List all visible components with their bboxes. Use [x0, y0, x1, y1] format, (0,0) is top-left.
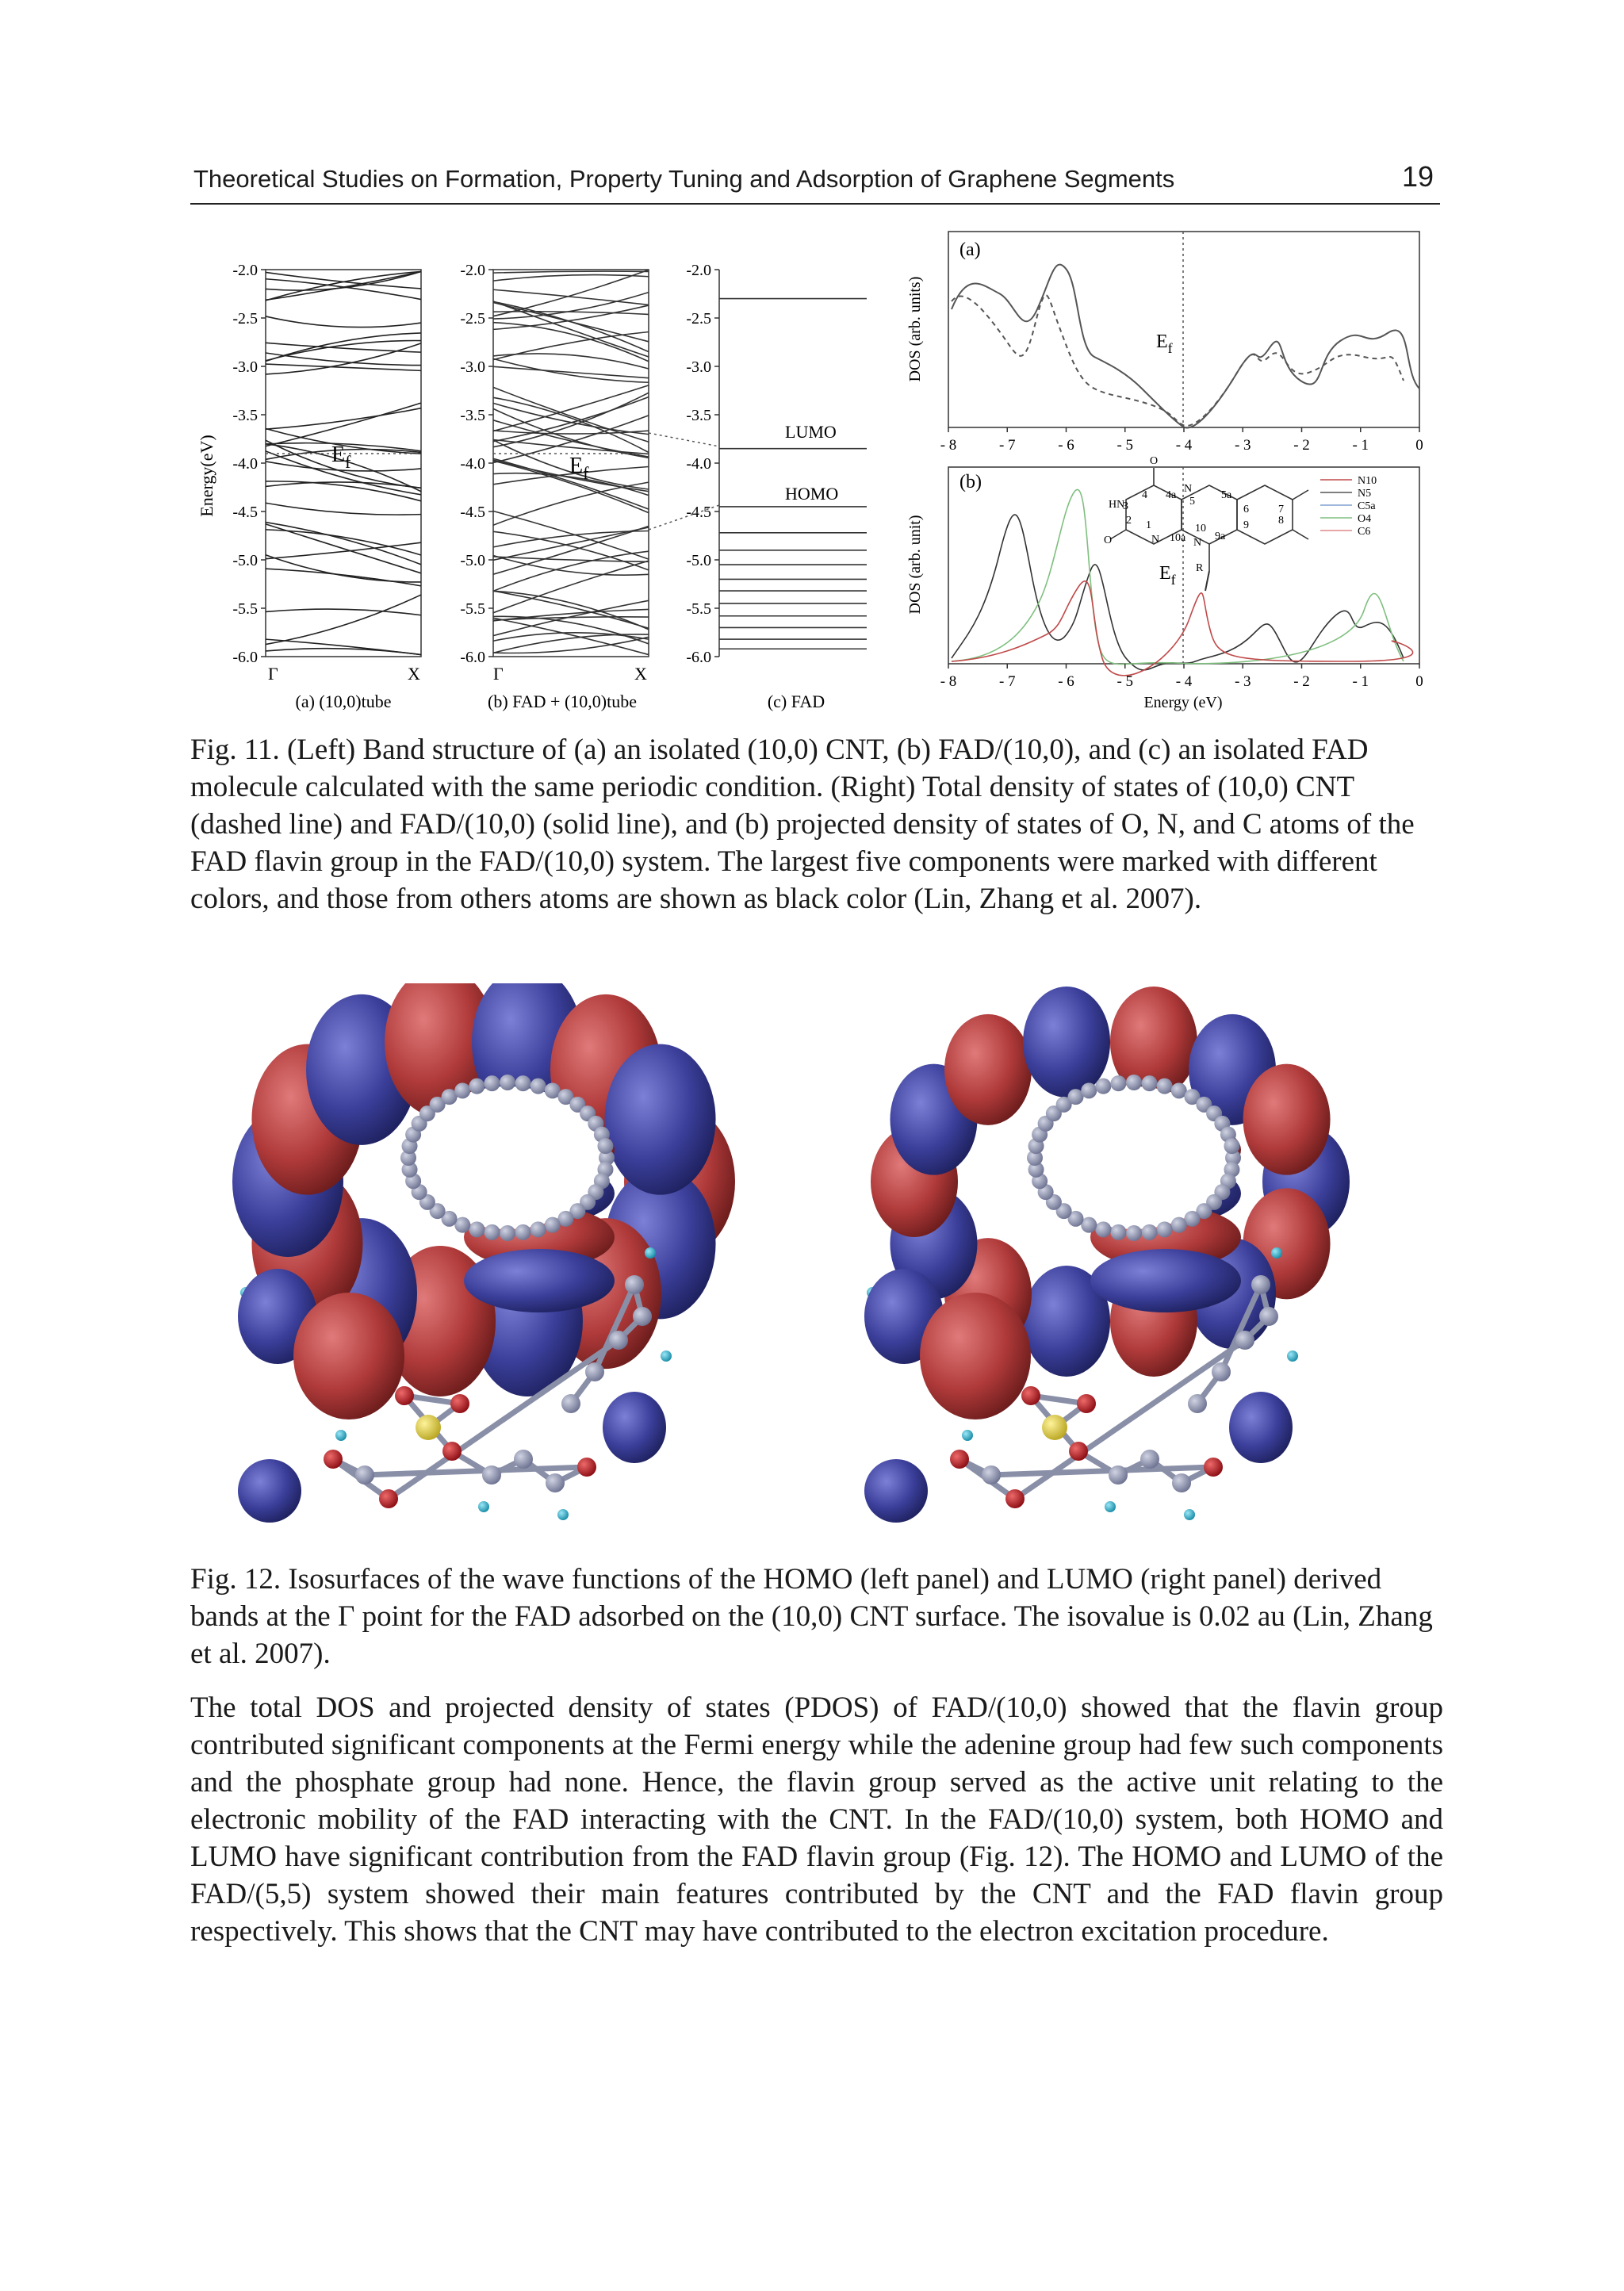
band-line: [493, 301, 649, 357]
band-line: [266, 316, 421, 328]
homo-label: HOMO: [785, 484, 839, 504]
figure-12-caption: Fig. 12. Isosurfaces of the wave functions of the HOMO (left panel) and LUMO (right panel) derived bands at the Γ point for the FAD adsorbed on the (10,0) CNT surface. The isovalue is 0.02 au (Lin, Zhang et al. 2007).: [190, 1563, 1433, 1670]
band-line: [493, 354, 649, 369]
x-tick-label: - 6: [1058, 673, 1074, 690]
carbon-atom: [1224, 1138, 1239, 1154]
band-line: [493, 366, 649, 377]
x-tick-label: - 8: [940, 437, 957, 454]
x-tick-label: - 1: [1352, 673, 1369, 690]
legend-label: N5: [1358, 488, 1372, 500]
dos-b-xticks: [940, 664, 1423, 690]
carbon-atom: [484, 1224, 500, 1240]
carbon-atom: [625, 1275, 644, 1294]
k-gamma-a: Γ: [268, 664, 278, 684]
hydrogen-atom: [1105, 1501, 1116, 1512]
y-tick-label: -4.5: [232, 504, 258, 521]
carbon-atom: [1212, 1362, 1231, 1381]
molecule-atom-label: 7: [1278, 504, 1284, 515]
molecule-atom-label: 4: [1142, 489, 1147, 501]
dos-panel-a: [906, 232, 1419, 427]
carbon-atom: [484, 1075, 500, 1091]
molecule-atom-label: 10: [1195, 523, 1206, 534]
x-tick-label: - 1: [1352, 437, 1369, 454]
dos-dashed-curve: [952, 295, 1404, 426]
k-gamma-b: Γ: [493, 664, 504, 684]
carbon-atom: [1110, 1224, 1126, 1240]
carbon-atom: [546, 1473, 565, 1492]
legend-label: N10: [1358, 475, 1377, 487]
lumo-label: LUMO: [785, 422, 837, 442]
lumo-isosurface-panel: [864, 987, 1350, 1523]
legend-label: C6: [1358, 526, 1371, 538]
y-tick-label: -4.5: [460, 504, 485, 521]
y-tick-label: -3.5: [686, 407, 711, 424]
band-line: [493, 271, 649, 273]
dos-a-ylabel: DOS (arb. units): [906, 276, 924, 382]
molecule-atom-label: N: [1184, 483, 1193, 495]
carbon-atom: [514, 1450, 533, 1469]
carbon-atom: [1142, 1224, 1158, 1240]
molecule-atom-label: 5a: [1221, 489, 1232, 501]
y-tick-label: -5.5: [460, 600, 485, 618]
ef-label-b: $E_f$: [569, 454, 589, 483]
carbon-atom: [469, 1078, 485, 1094]
y-tick-label: -4.0: [232, 455, 258, 473]
oxygen-atom: [442, 1442, 462, 1461]
oxygen-atom: [577, 1458, 596, 1477]
ef-label-a: $E_f$: [331, 442, 351, 472]
carbon-atom: [515, 1224, 531, 1240]
carbon-atom: [469, 1221, 485, 1237]
flavin-molecule-sketch: [1110, 468, 1308, 591]
band-panel-b: [460, 262, 649, 666]
band-line: [266, 595, 421, 644]
carbon-atom: [1095, 1221, 1111, 1237]
carbon-atom: [1157, 1078, 1173, 1094]
carbon-atom: [1142, 1075, 1158, 1091]
carbon-atom: [1235, 1331, 1254, 1350]
oxygen-atom: [395, 1386, 414, 1405]
y-tick-label: -4.5: [686, 504, 711, 521]
x-tick-label: - 5: [1116, 673, 1134, 690]
band-line: [493, 527, 649, 560]
band-line: [266, 609, 421, 615]
band-line: [266, 403, 421, 446]
x-tick-label: - 2: [1293, 673, 1310, 690]
x-tick-label: - 4: [1175, 437, 1193, 454]
carbon-atom: [609, 1331, 628, 1350]
band-line: [493, 358, 649, 382]
hydrogen-atom: [478, 1501, 489, 1512]
homo-isosurface-panel: [232, 983, 735, 1523]
hydrogen-atom: [1287, 1350, 1298, 1362]
carbon-atom: [515, 1075, 531, 1091]
y-tick-label: -3.0: [232, 358, 258, 376]
molecule-atom-label: O: [1150, 455, 1159, 467]
band-line: [493, 302, 649, 341]
carbon-atom: [530, 1221, 546, 1237]
carbon-atom: [500, 1225, 515, 1241]
carbon-atom: [1251, 1275, 1270, 1294]
hydrogen-atom: [661, 1350, 672, 1362]
oxygen-atom: [1021, 1386, 1040, 1405]
carbon-atom: [585, 1362, 604, 1381]
y-tick-label: -5.5: [686, 600, 711, 618]
k-x-b: X: [634, 664, 647, 684]
dos-a-label: (a): [959, 239, 981, 260]
carbon-atom: [1126, 1075, 1142, 1090]
carbon-atom: [530, 1078, 546, 1094]
body-paragraph: The total DOS and projected density of states (PDOS) of FAD/(10,0) showed that the flavin group contributed significant components at the Fermi energy while the adenine group had few such components and the phosphate group had none. Hence, the flavin group served as the active unit relating to the electronic mobility of the FAD interacting with the CNT. In the FAD/(10,0) system, both HOMO and LUMO have significant contribution from the FAD flavin group (Fig. 12). The HOMO and LUMO of the FAD/(5,5) system showed their main features contributed by the CNT and the FAD flavin group respectively. This shows that the CNT may have contributed to the electron excitation procedure.: [190, 1691, 1443, 1948]
pdos-legend: [1320, 475, 1377, 538]
carbon-atom: [1109, 1465, 1128, 1485]
ef-dos-a: $E_f$: [1156, 331, 1173, 356]
dos-b-ylabel: DOS (arb. unit): [906, 515, 924, 615]
band-line: [266, 569, 421, 586]
positive-lobe: [1243, 1064, 1331, 1175]
page-number: 19: [1401, 160, 1434, 193]
band-line: [493, 312, 649, 315]
hydrogen-atom: [1184, 1509, 1195, 1520]
y-tick-label: -5.0: [686, 552, 711, 569]
legend-label: C5a: [1358, 500, 1376, 512]
x-tick-label: - 3: [1234, 437, 1251, 454]
dos-a-xticks: [940, 427, 1423, 454]
oxygen-atom: [1204, 1458, 1223, 1477]
y-tick-label: -3.5: [460, 407, 485, 424]
band-caption-c: (c) FAD: [767, 692, 825, 711]
dos-panel-b: [906, 467, 1419, 676]
dos-frame-b: [948, 467, 1419, 664]
molecule-atom-label: N: [1193, 537, 1202, 549]
band-line: [493, 270, 649, 316]
hydrogen-atom: [962, 1430, 973, 1441]
molecule-atom-label: O: [1104, 534, 1113, 546]
band-line: [493, 289, 649, 305]
molecule-atom-label: 5: [1189, 496, 1195, 508]
x-tick-label: - 4: [1175, 673, 1193, 690]
molecule-atom-label: HN: [1109, 499, 1125, 511]
y-tick-label: -6.0: [232, 649, 258, 666]
oxygen-atom: [379, 1489, 398, 1508]
molecule-atom-label: N: [1151, 534, 1160, 546]
carbon-atom: [597, 1138, 613, 1154]
y-tick-label: -6.0: [460, 649, 485, 666]
oxygen-atom: [324, 1450, 343, 1469]
negative-lobe: [238, 1459, 301, 1523]
molecule-labels: [1104, 455, 1284, 574]
carbon-atom: [982, 1465, 1001, 1485]
carbon-atom: [1140, 1450, 1159, 1469]
molecule-arrow: [1205, 571, 1209, 591]
oxygen-atom: [1077, 1394, 1096, 1413]
oxygen-atom: [450, 1394, 469, 1413]
molecule-atom-label: R: [1196, 562, 1204, 574]
x-tick-label: - 5: [1116, 437, 1134, 454]
y-tick-label: -3.5: [232, 407, 258, 424]
carbon-atom: [561, 1394, 580, 1413]
band-line: [266, 333, 421, 362]
carbon-atom: [545, 1217, 561, 1233]
molecule-atom-label: 10a: [1170, 532, 1186, 544]
y-tick-label: -3.0: [686, 358, 711, 376]
ef-dos-b: $E_f$: [1159, 563, 1176, 588]
negative-lobe: [1090, 1249, 1241, 1312]
x-tick-label: - 8: [940, 673, 957, 690]
positive-lobe: [293, 1293, 404, 1419]
y-tick-label: -2.5: [686, 310, 711, 328]
dos-frame-a: [948, 232, 1419, 427]
hydrogen-atom: [1271, 1247, 1282, 1259]
molecule-atom-label: 8: [1278, 515, 1284, 527]
lumo-connector: [649, 433, 719, 446]
molecule-atom-label: 1: [1146, 519, 1151, 531]
band-line: [266, 503, 421, 515]
x-tick-label: - 7: [998, 673, 1016, 690]
band-line: [493, 557, 649, 561]
pdos-green-curve: [952, 489, 1404, 664]
y-tick-label: -4.0: [686, 455, 711, 473]
figure-11-caption: Fig. 11. (Left) Band structure of (a) an isolated (10,0) CNT, (b) FAD/(10,0), and (c) an isolated FAD molecule calculated with the same periodic condition. (Right) Total density of states of (10,0) CNT (dashed line) and FAD/(10,0) (solid line), and (b) projected density of states of O, N, and C atoms of the FAD flavin group in the FAD/(10,0) system. The largest five components were marked with different colors, and those from others atoms are shown as black color (Lin, Zhang et al. 2007).: [190, 734, 1415, 915]
molecule-atom-label: 2: [1126, 515, 1132, 527]
oxygen-atom: [1069, 1442, 1088, 1461]
band-caption-a: (a) (10,0)tube: [295, 692, 392, 711]
hydrogen-atom: [335, 1430, 347, 1441]
molecule-atom-label: 9a: [1215, 531, 1226, 542]
hydrogen-atom: [557, 1509, 569, 1520]
x-tick-label: - 3: [1234, 673, 1251, 690]
carbon-atom: [1081, 1082, 1097, 1098]
negative-lobe: [605, 1044, 716, 1195]
band-line: [493, 637, 649, 653]
x-tick-label: - 2: [1293, 437, 1310, 454]
figure-11: [0, 0, 1624, 730]
carbon-atom: [1259, 1307, 1278, 1326]
carbon-atom: [1188, 1394, 1207, 1413]
carbon-atom: [454, 1082, 470, 1098]
carbon-atom: [1126, 1225, 1142, 1241]
x-tick-label: - 7: [998, 437, 1016, 454]
y-tick-label: -5.5: [232, 600, 258, 618]
negative-lobe: [464, 1249, 615, 1312]
carbon-atom: [1171, 1217, 1187, 1233]
y-tick-label: -2.0: [460, 262, 485, 279]
positive-lobe: [920, 1293, 1031, 1419]
molecule-atom-label: 9: [1243, 519, 1249, 531]
y-tick-label: -5.0: [460, 552, 485, 569]
carbon-atom: [1110, 1075, 1126, 1091]
y-tick-label: -3.0: [460, 358, 485, 376]
band-panel-a: [232, 262, 421, 666]
y-tick-label: -2.0: [232, 262, 258, 279]
dos-b-label: (b): [959, 472, 982, 492]
band-line: [266, 555, 421, 582]
y-tick-label: -4.0: [460, 455, 485, 473]
dos-b-xlabel: Energy (eV): [1143, 694, 1223, 711]
pdos-red-curve: [952, 581, 1413, 676]
y-tick-label: -2.0: [686, 262, 711, 279]
phosphorus-atom: [416, 1415, 441, 1440]
oxygen-atom: [950, 1450, 969, 1469]
negative-lobe: [1229, 1392, 1293, 1463]
running-title: Theoretical Studies on Formation, Property Tuning and Adsorption of Graphene Segments: [193, 165, 1175, 193]
carbon-atom: [1157, 1221, 1173, 1237]
phosphorus-atom: [1042, 1415, 1067, 1440]
molecule-atom-label: 6: [1243, 504, 1249, 515]
carbon-atom: [1172, 1473, 1191, 1492]
figure-12: [222, 983, 1427, 1554]
y-tick-label: -2.5: [232, 310, 258, 328]
x-tick-label: 0: [1415, 437, 1423, 454]
molecule-atom-label: 4a: [1166, 489, 1177, 501]
carbon-atom: [355, 1465, 374, 1485]
molecule-atom-label: 3: [1123, 500, 1128, 512]
carbon-atom: [633, 1307, 652, 1326]
y-tick-label: -6.0: [686, 649, 711, 666]
legend-label: O4: [1358, 513, 1372, 525]
band-y-label: Energy(eV): [197, 435, 216, 517]
carbon-atom: [1095, 1078, 1111, 1094]
oxygen-atom: [1005, 1489, 1025, 1508]
y-tick-label: -5.0: [232, 552, 258, 569]
band-line: [266, 639, 421, 654]
dos-solid-curve: [952, 265, 1419, 428]
x-tick-label: 0: [1415, 673, 1423, 690]
band-caption-b: (b) FAD + (10,0)tube: [488, 692, 637, 711]
negative-lobe: [864, 1459, 928, 1523]
negative-lobe: [603, 1392, 666, 1463]
band-panel-c: [686, 262, 867, 666]
x-tick-label: - 6: [1058, 437, 1074, 454]
positive-lobe: [944, 1014, 1032, 1125]
y-tick-label: -2.5: [460, 310, 485, 328]
k-x-a: X: [408, 664, 420, 684]
negative-lobe: [1023, 987, 1110, 1098]
hydrogen-atom: [645, 1247, 656, 1259]
carbon-atom: [500, 1075, 515, 1090]
carbon-atom: [482, 1465, 501, 1485]
band-line: [266, 523, 421, 565]
